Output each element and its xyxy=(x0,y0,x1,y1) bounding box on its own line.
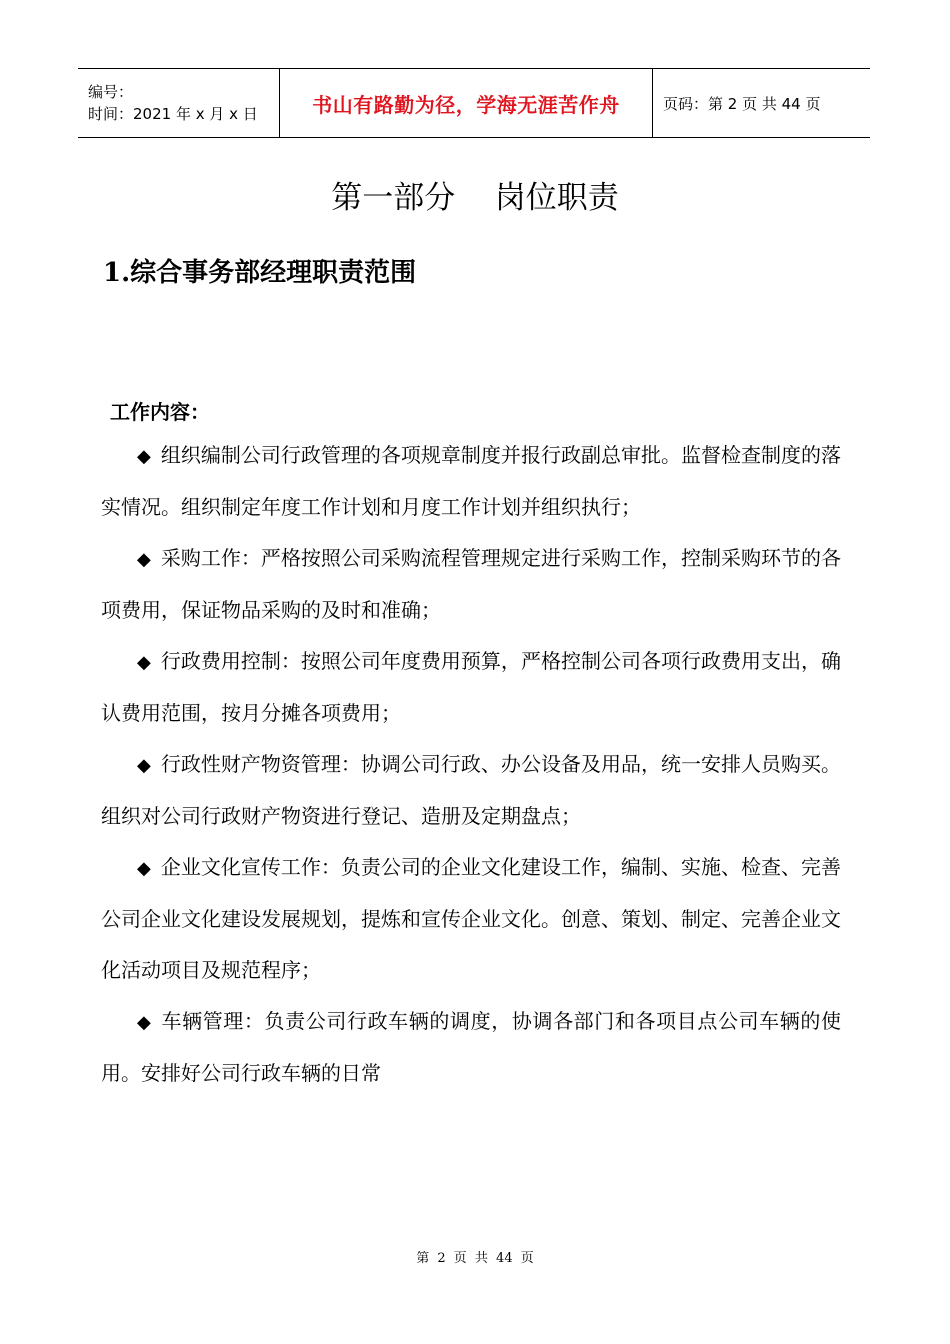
list-item-text: 组织编制公司行政管理的各项规章制度并报行政副总审批。监督检查制度的落实情况。组织制定年度工作计划和月度工作计划并组织执行； xyxy=(101,443,842,519)
list-item xyxy=(101,739,841,842)
duty-list xyxy=(101,430,841,1099)
list-item xyxy=(101,996,841,1099)
number-label: 编号： xyxy=(88,83,134,101)
diamond-bullet-icon: ◆ xyxy=(137,652,151,673)
header-motto: 书山有路勤为径，学海无涯苦作舟 xyxy=(312,92,620,117)
section-title: 1.综合事务部经理职责范围 xyxy=(103,258,417,288)
list-item-text: 行政性财产物资管理：协调公司行政、办公设备及用品，统一安排人员购买。组织对公司行政财产物资进行登记、造册及定期盘点； xyxy=(101,752,842,828)
diamond-bullet-icon: ◆ xyxy=(137,755,151,776)
part-title: 第一部分 岗位职责 xyxy=(331,180,619,216)
list-item xyxy=(101,636,841,739)
list-item-text: 车辆管理：负责公司行政车辆的调度，协调各部门和各项目点公司车辆的使用。安排好公司行政车辆的日常 xyxy=(101,1009,842,1085)
document-header xyxy=(78,68,870,138)
diamond-bullet-icon: ◆ xyxy=(137,446,151,467)
diamond-bullet-icon: ◆ xyxy=(137,858,151,879)
header-meta xyxy=(78,69,280,137)
page-footer: 第 2 页 共 44 页 xyxy=(416,1251,534,1266)
time-label: 时间：2021 年 x 月 x 日 xyxy=(88,105,258,123)
list-item-text: 行政费用控制：按照公司年度费用预算，严格控制公司各项行政费用支出，确认费用范围，按月分摊各项费用； xyxy=(101,649,842,725)
diamond-bullet-icon: ◆ xyxy=(137,549,151,570)
list-item xyxy=(101,842,841,996)
diamond-bullet-icon: ◆ xyxy=(137,1012,152,1033)
list-item xyxy=(101,430,841,533)
work-content-label: 工作内容： xyxy=(110,400,210,424)
list-item-text: 采购工作：严格按照公司采购流程管理规定进行采购工作，控制采购环节的各项费用，保证物品采购的及时和准确； xyxy=(101,546,842,622)
list-item xyxy=(101,533,841,636)
header-page-info: 页码：第 2 页 共 44 页 xyxy=(663,94,821,113)
header-motto-cell xyxy=(280,69,653,137)
list-item-text: 企业文化宣传工作：负责公司的企业文化建设工作，编制、实施、检查、完善公司企业文化建设发展规划，提炼和宣传企业文化。创意、策划、制定、完善企业文化活动项目及规范程序； xyxy=(101,855,842,982)
